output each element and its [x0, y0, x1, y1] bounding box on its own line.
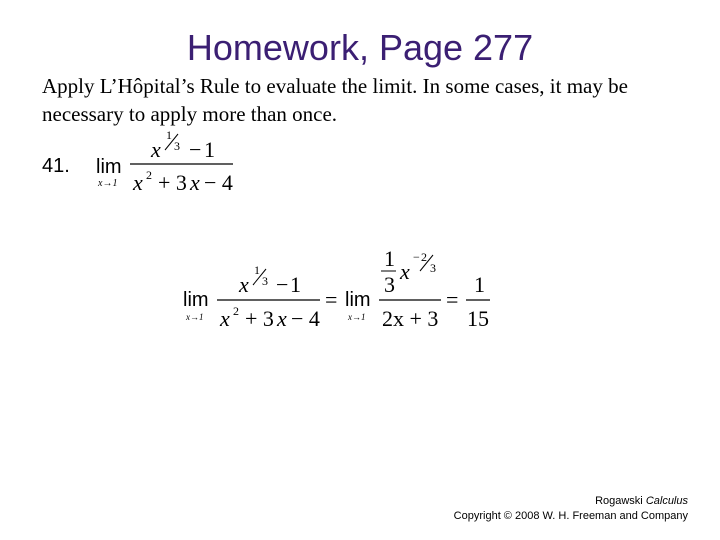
solution-lim-1-subscript: x→1: [186, 312, 204, 322]
exponent-numerator: 1: [166, 128, 172, 142]
footer-author: Rogawski: [595, 495, 646, 507]
denominator-x: x: [133, 170, 143, 195]
numerator-one: 1: [204, 137, 215, 162]
solution-lim-2: lim: [345, 289, 371, 311]
solution-exp-num: 1: [254, 263, 260, 277]
slide-title: Homework, Page 277: [186, 27, 534, 68]
solution-inner-exp-sign: −: [413, 250, 420, 264]
solution-den-square: 2: [233, 304, 239, 318]
lim-subscript: x→1: [98, 178, 118, 189]
denominator-x2: x: [190, 170, 200, 195]
solution-den-x: x: [220, 306, 230, 331]
result-numerator: 1: [474, 272, 485, 297]
solution: [183, 246, 490, 331]
solution-exp-den: 3: [262, 274, 268, 288]
denominator-square: 2: [146, 168, 152, 182]
denominator-plus-3: + 3: [158, 170, 187, 195]
solution-inner-three: 3: [384, 272, 395, 297]
result-denominator: 15: [467, 306, 489, 331]
lim-operator: lim: [96, 156, 122, 178]
solution-numerator-minus: −: [276, 272, 289, 297]
solution-lim-2-subscript: x→1: [348, 312, 366, 322]
footer-copyright: Copyright © 2008 W. H. Freeman and Company: [453, 510, 688, 522]
solution-lim-1: lim: [183, 289, 209, 311]
numerator-minus: −: [189, 137, 202, 162]
solution-inner-x: x: [400, 259, 410, 284]
numerator-x: x: [151, 137, 161, 162]
footer-book: [288, 494, 688, 509]
solution-inner-exp-den: 3: [430, 261, 436, 275]
solution-den-minus-4: − 4: [291, 306, 320, 331]
solution-den-x2: x: [277, 306, 287, 331]
instructions-text: Apply L’Hôpital’s Rule to evaluate the limit. In some cases, it may be necessary to apply more than once.: [42, 74, 628, 126]
exponent-denominator: 3: [174, 139, 180, 153]
solution-equals-1: =: [325, 287, 338, 312]
footer-book-title: Calculus: [645, 495, 688, 507]
solution-numerator-x: x: [239, 272, 249, 297]
solution-den-plus-3: + 3: [245, 306, 274, 331]
solution-inner-one: 1: [384, 246, 395, 271]
solution-equals-2: =: [446, 287, 459, 312]
problem-number: 41.: [42, 155, 70, 177]
denominator-minus-4: − 4: [204, 170, 233, 195]
problem-41: [42, 128, 233, 195]
solution-inner-exp-num: 2: [421, 250, 427, 264]
solution-numerator-one: 1: [290, 272, 301, 297]
solution-step2-denominator: 2x + 3: [382, 306, 439, 331]
